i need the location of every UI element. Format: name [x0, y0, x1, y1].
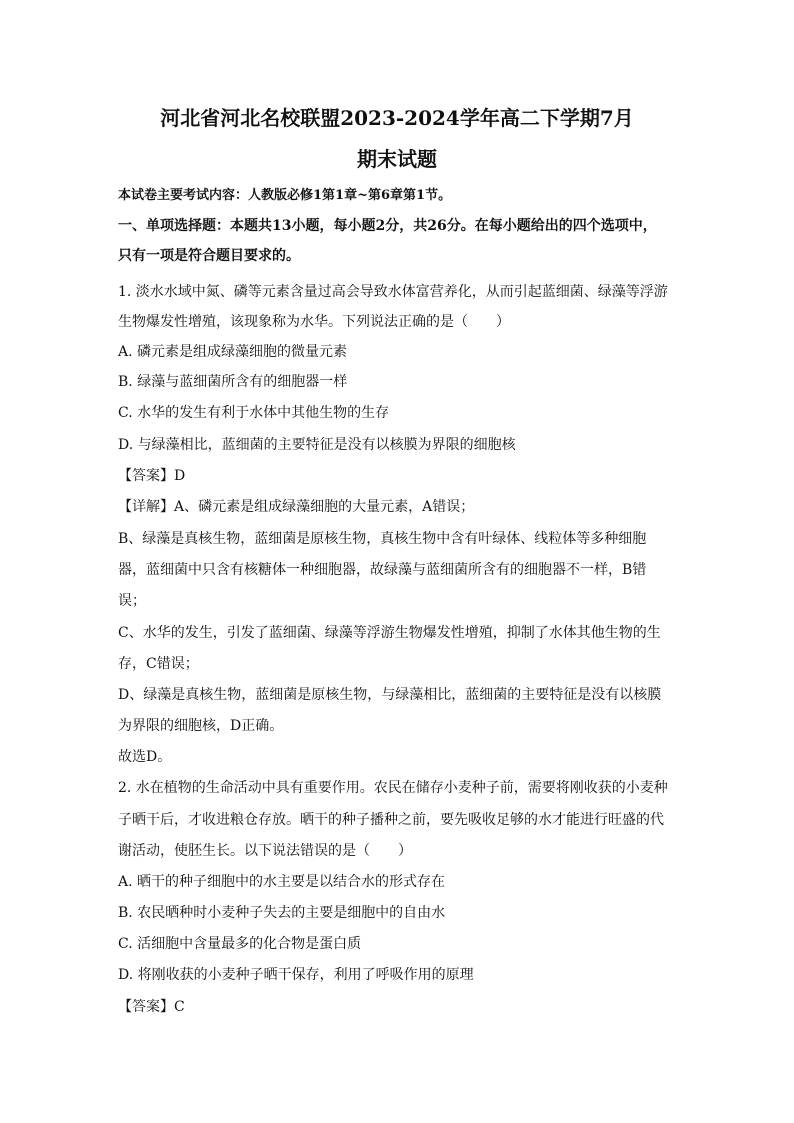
question-1-option-a: A. 磷元素是组成绿藻细胞的微量元素: [118, 344, 348, 360]
question-1-stem-line2: 生物爆发性增殖，该现象称为水华。下列说法正确的是（ ）: [118, 314, 510, 330]
question-1-detail-line: 器，蓝细菌中只含有核糖体一种细胞器，故绿藻与蓝细菌所含有的细胞器不一样，B错: [118, 562, 647, 578]
section-heading-line2: 只有一项是符合题目要求的。: [118, 248, 300, 264]
question-1-option-b: B. 绿藻与蓝细菌所含有的细胞器一样: [118, 374, 348, 390]
question-1-detail-line: 误；: [118, 593, 146, 609]
question-1-detail-line: 为界限的细胞核，D正确。: [118, 718, 284, 734]
question-1-detail-line: 【详解】A、磷元素是组成绿藻细胞的大量元素，A错误；: [118, 499, 475, 515]
question-1-option-d: D. 与绿藻相比，蓝细菌的主要特征是没有以核膜为界限的细胞核: [118, 437, 516, 453]
question-1-conclusion: 故选D。: [118, 749, 172, 765]
document-title-line2: 期末试题: [357, 147, 437, 171]
question-1-stem-line1: 1. 淡水水域中氮、磷等元素含量过高会导致水体富营养化，从而引起蓝细菌、绿藻等浮游: [118, 284, 668, 300]
question-2-option-a: A. 晒干的种子细胞中的水主要是以结合水的形式存在: [118, 874, 446, 890]
question-2-stem-line2: 子晒干后，才收进粮仓存放。晒干的种子播种之前，要先吸收足够的水才能进行旺盛的代: [118, 812, 664, 828]
question-2-stem-line3: 谢活动，使胚生长。以下说法错误的是（ ）: [118, 843, 412, 859]
question-2-option-c: C. 活细胞中含量最多的化合物是蛋白质: [118, 936, 362, 952]
question-1-answer: 【答案】D: [118, 468, 186, 484]
document-title-line1: 河北省河北名校联盟2023-2024学年高二下学期7月: [160, 106, 634, 130]
question-2-option-d: D. 将刚收获的小麦种子晒干保存，利用了呼吸作用的原理: [118, 967, 474, 983]
question-2-answer: 【答案】C: [118, 999, 185, 1015]
question-1-detail-line: 存，C错误；: [118, 656, 199, 672]
question-2-option-b: B. 农民晒种时小麦种子失去的主要是细胞中的自由水: [118, 905, 446, 921]
question-1-option-c: C. 水华的发生有利于水体中其他生物的生存: [118, 405, 390, 421]
question-1-detail-line: B、绿藻是真核生物，蓝细菌是原核生物，真核生物中含有叶绿体、线粒体等多种细胞: [118, 531, 647, 547]
question-1-detail-line: C、水华的发生，引发了蓝细菌、绿藻等浮游生物爆发性增殖，抑制了水体其他生物的生: [118, 625, 661, 641]
section-heading-line1: 一、单项选择题：本题共13小题，每小题2分，共26分。在每小题给出的四个选项中，: [118, 218, 657, 234]
question-2-stem-line1: 2. 水在植物的生命活动中具有重要作用。农民在储存小麦种子前，需要将刚收获的小麦种: [118, 780, 668, 796]
question-1-detail-line: D、绿藻是真核生物，蓝细菌是原核生物，与绿藻相比，蓝细菌的主要特征是没有以核膜: [118, 687, 662, 703]
exam-scope-note: 本试卷主要考试内容：人教版必修1第1章~第6章第1节。: [118, 188, 452, 203]
